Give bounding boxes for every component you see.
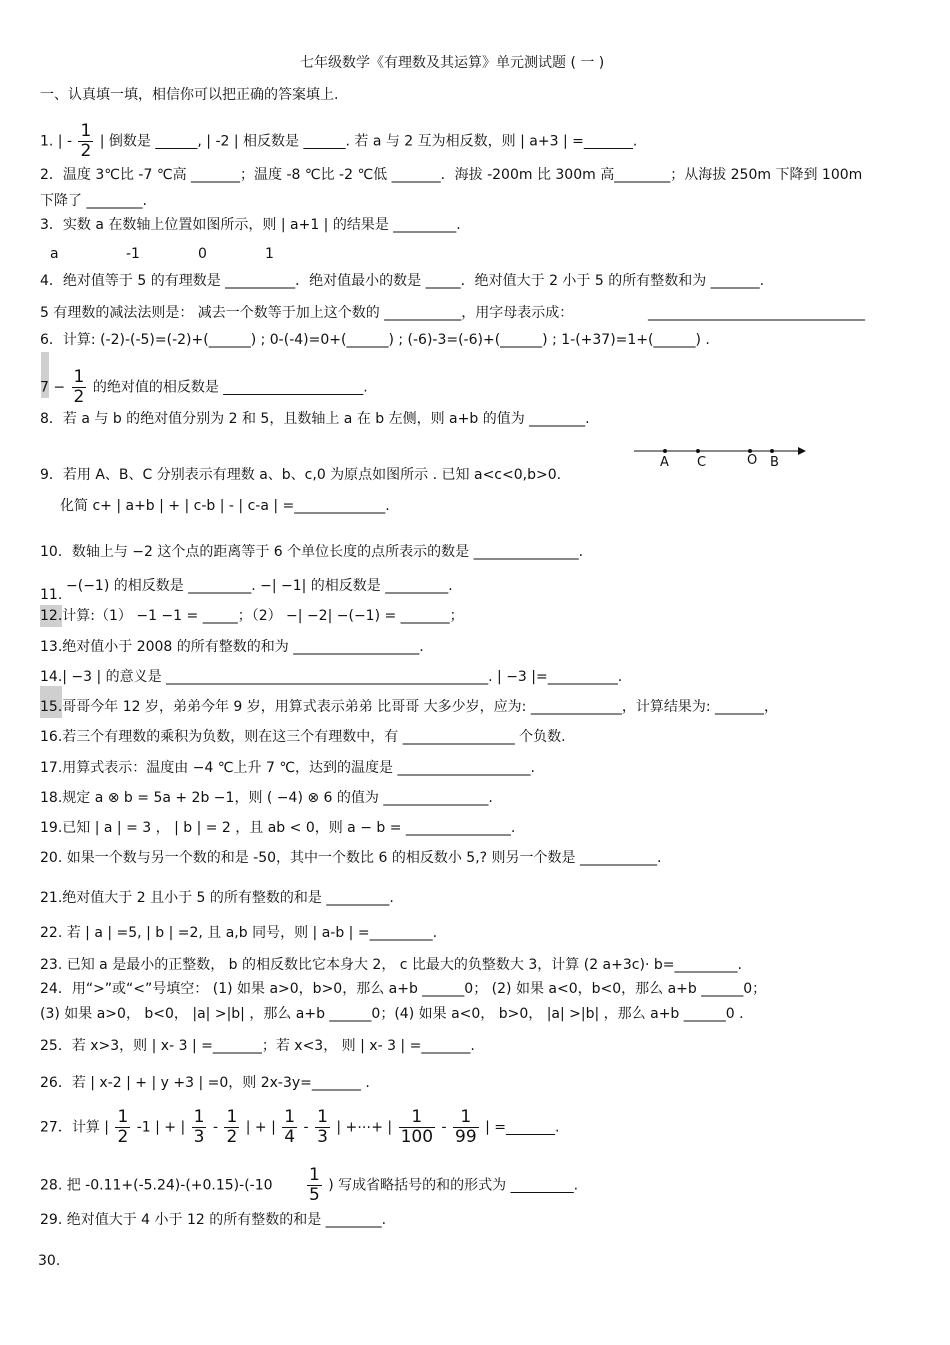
q1-text-b: | 倒数是 ______, | -2 | 相反数是 ______. 若 a 与 2 互为相反数，则 | a+3 | =_______. [99, 133, 638, 150]
question-15: 15.哥哥今年 12 岁，弟弟今年 9 岁，用算式表示弟弟 比哥哥 大多少岁，应为: _____________，计算结果为: _______， [40, 699, 779, 715]
question-9-line-2: 化简 c+ | a+b | + | c-b | - | c-a | =_____________. [60, 498, 390, 514]
question-25: 25．若 x>3，则 | x- 3 | =_______；若 x<3， 则 | x- 3 | =_______. [40, 1038, 475, 1054]
question-20: 20. 如果一个数与另一个数的和是 -50，其中一个数比 6 的相反数小 5,? 则另一个数是 ___________. [40, 850, 662, 866]
q9-axis-label-B: B [770, 455, 779, 470]
question-5: 5 有理数的减法法则是： 减去一个数等于加上这个数的 ___________，用字母表示成： [40, 305, 574, 321]
q3-axis-label-1: 1 [265, 246, 274, 262]
q27-fraction-7 [453, 1108, 479, 1147]
q27-f1-den: 2 [117, 1127, 129, 1147]
q7-text-a: 7 − [40, 379, 66, 396]
q27-fraction-6 [399, 1108, 435, 1147]
page-title: 七年级数学《有理数及其运算》单元测试题 ( 一 ) [300, 55, 605, 71]
section-heading: 一、认真填一填，相信你可以把正确的答案填上. [40, 87, 339, 103]
q7-den: 2 [73, 387, 85, 407]
question-24-line-1: 24．用“>”或“<”号填空： (1) 如果 a>0，b>0，那么 a+b ______0； (2) 如果 a<0，b<0，那么 a+b ______0； [40, 981, 767, 997]
question-29: 29. 绝对值大于 4 小于 12 的所有整数的和是 ________. [40, 1212, 387, 1228]
q27-f7-den: 99 [455, 1127, 477, 1147]
q7-fraction [72, 368, 87, 407]
q3-axis-label-0: 0 [198, 246, 207, 262]
q27-f2-den: 3 [193, 1127, 205, 1147]
question-27 [40, 1108, 559, 1147]
q27-f6-den: 100 [400, 1127, 434, 1147]
q27-label: 27．计算 | [40, 1119, 109, 1136]
q3-axis-label-a: a [50, 246, 59, 262]
q27-f5-num: 1 [317, 1107, 328, 1127]
q27-fraction-5 [315, 1108, 330, 1147]
question-11-number: 11. [40, 587, 63, 603]
question-1 [40, 122, 637, 161]
question-3: 3．实数 a 在数轴上位置如图所示，则 | a+1 | 的结果是 _________. [40, 217, 461, 233]
q27-f4-den: 4 [284, 1127, 296, 1147]
question-21: 21.绝对值大于 2 且小于 5 的所有整数的和是 _________. [40, 890, 394, 906]
question-10: 10．数轴上与 −2 这个点的距离等于 6 个单位长度的点所表示的数是 _______________. [40, 544, 584, 560]
question-26: 26．若 | x-2 | + | y +3 | =0，则 2x-3y=_______ . [40, 1075, 370, 1091]
question-17: 17.用算式表示：温度由 −4 ℃上升 7 ℃，达到的温度是 ___________________. [40, 760, 535, 776]
question-5-blank: _______________________________ [648, 305, 865, 321]
question-14: 14.| −3 | 的意义是 ______________________________________________. | −3 |=__________. [40, 669, 623, 685]
q27-text-7: | =_______. [485, 1119, 560, 1136]
q27-f3-den: 2 [226, 1127, 238, 1147]
q1-num: 1 [80, 121, 92, 141]
question-12: 12.计算:（1） −1 −1 = _____；（2） −| −2| −(−1) = _______； [40, 608, 464, 624]
q28-text-b: ) 写成省略括号的和的形式为 _________. [328, 1177, 579, 1194]
question-4: 4．绝对值等于 5 的有理数是 __________．绝对值最小的数是 _____．绝对值大于 2 小于 5 的所有整数和为 _______. [40, 273, 765, 289]
q7-text-b: 的绝对值的相反数是 ____________________. [92, 379, 368, 396]
q27-text-5: | +⋯+ | [336, 1119, 393, 1136]
q27-f4-num: 1 [284, 1107, 296, 1127]
q27-f5-den: 3 [317, 1127, 328, 1147]
question-28 [40, 1166, 578, 1205]
question-30: 30. [38, 1253, 61, 1269]
q27-f6-num: 1 [399, 1108, 435, 1128]
q27-text-6: - [441, 1119, 447, 1136]
q9-number-line [632, 444, 808, 460]
question-2-line-2: 下降了 ________. [40, 193, 147, 209]
question-22: 22. 若 | a | =5, | b | =2, 且 a,b 同号，则 | a-b | =_________. [40, 925, 438, 941]
q27-text-1: -1 | + | [136, 1119, 186, 1136]
q27-f7-num: 1 [453, 1108, 479, 1128]
q27-f1-num: 1 [117, 1107, 129, 1127]
q9-axis-label-A: A [660, 455, 669, 470]
q28-text-a: 28. 把 -0.11+(-5.24)-(+0.15)-(-10 [40, 1177, 273, 1194]
q27-text-3: | + | [245, 1119, 276, 1136]
question-9-line-1: 9．若用 A、B、C 分别表示有理数 a、b、c,0 为原点如图所示 . 已知 a<c<0,b>0. [40, 467, 562, 483]
q28-fraction [307, 1166, 322, 1205]
question-23: 23. 已知 a 是最小的正整数， b 的相反数比它本身大 2， c 比最大的负整数大 3，计算 (2 a+3c)· b=_________. [40, 957, 742, 973]
question-18: 18.规定 a ⊗ b = 5a + 2b −1，则 ( −4) ⊗ 6 的值为 _______________. [40, 790, 493, 806]
q27-f3-num: 1 [226, 1107, 238, 1127]
question-13: 13.绝对值小于 2008 的所有整数的和为 __________________. [40, 639, 424, 655]
q1-den: 2 [80, 141, 92, 161]
q27-f2-num: 1 [193, 1107, 205, 1127]
q27-text-2: - [212, 1119, 218, 1136]
q1-fraction [78, 122, 93, 161]
question-19: 19.已知 | a | = 3 ， | b | = 2 ，且 ab < 0，则 a − b = _______________. [40, 820, 516, 836]
q9-axis-label-C: C [697, 455, 707, 470]
q7-num: 1 [73, 367, 85, 387]
q28-num: 1 [308, 1165, 320, 1185]
question-6: 6．计算: (-2)-(-5)=(-2)+(______) ; 0-(-4)=0+(______) ; (-6)-3=(-6)+(______) ; 1-(+37)=1+(______) . [40, 332, 710, 348]
q27-fraction-1 [115, 1108, 130, 1147]
question-11: −(−1) 的相反数是 _________. −| −1| 的相反数是 _________. [66, 578, 453, 594]
question-16: 16.若三个有理数的乘积为负数，则在这三个有理数中，有 ________________ 个负数. [40, 729, 566, 745]
q28-den: 5 [308, 1185, 320, 1205]
q3-axis-label-minus-1: -1 [126, 246, 140, 262]
question-7 [40, 368, 368, 407]
question-2-line-1: 2．温度 3℃比 -7 ℃高 _______；温度 -8 ℃比 -2 ℃低 _______．海拔 -200m 比 300m 高________；从海拔 250m 下降到 100m [40, 167, 863, 183]
q9-axis-label-O: O [747, 453, 758, 468]
q27-fraction-3 [224, 1108, 239, 1147]
q27-fraction-4 [282, 1108, 297, 1147]
q27-fraction-2 [192, 1108, 207, 1147]
q1-text-a: 1. | - [40, 133, 73, 150]
question-24-line-2: (3) 如果 a>0， b<0， |a| >|b| ，那么 a+b ______0；(4) 如果 a<0， b>0， |a| >|b| ，那么 a+b ______0 . [40, 1006, 744, 1022]
q27-text-4: - [303, 1119, 309, 1136]
question-8: 8．若 a 与 b 的绝对值分别为 2 和 5，且数轴上 a 在 b 左侧，则 a+b 的值为 ________. [40, 411, 590, 427]
